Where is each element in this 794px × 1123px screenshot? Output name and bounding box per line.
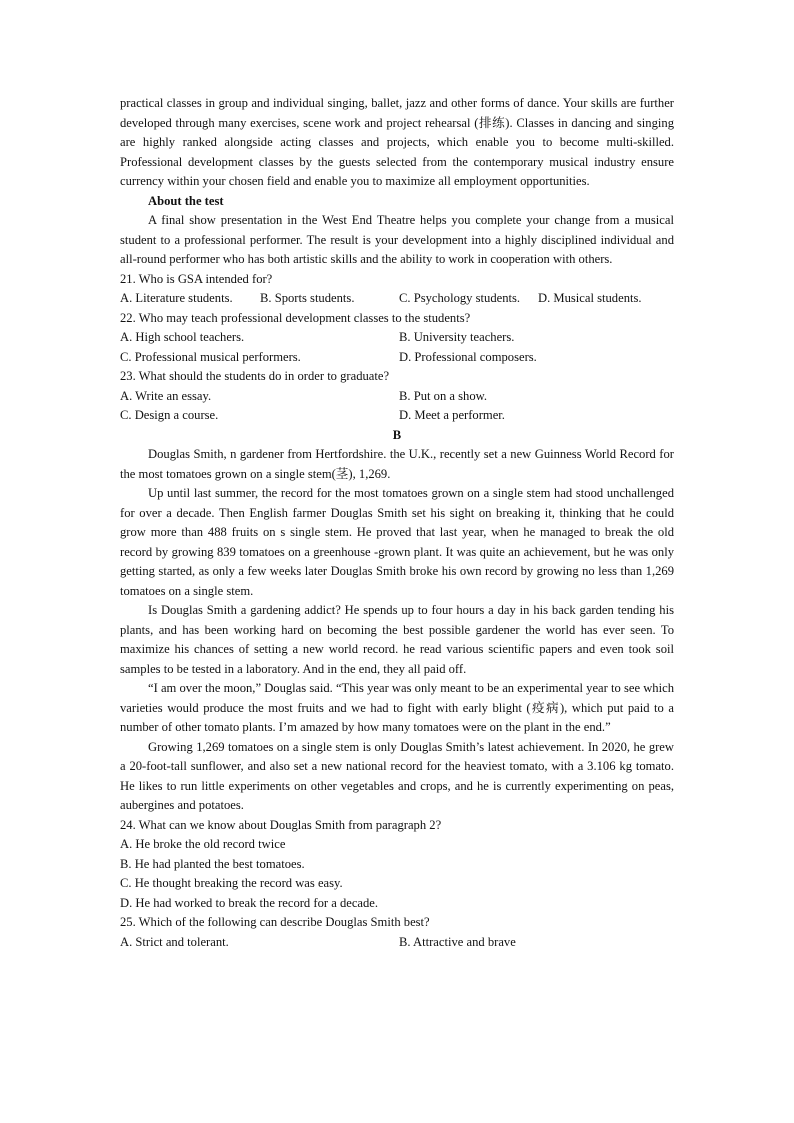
passage-b-paragraph-3: Is Douglas Smith a gardening addict? He spends up to four hours a day in his back garden tending his plants, and has been working hard on becoming the best possible gardener the world has ever seen. To maximize his chances of setting a new world record. he read various scientific papers and even took soil samples to be tested in a laboratory. And in the end, they all paid off. <box>120 603 674 676</box>
option-23-d: D. Meet a performer. <box>399 408 505 422</box>
option-24-c: C. He thought breaking the record was easy. <box>120 876 343 890</box>
options-22-row1 <box>120 328 674 348</box>
option-24-d: D. He had worked to break the record for a decade. <box>120 895 379 910</box>
section-b-heading: B <box>392 427 402 442</box>
about-heading: About the test <box>148 193 224 208</box>
option-21-c: C. Psychology students. <box>399 291 521 305</box>
options-23-row1 <box>120 387 674 407</box>
option-21-b: B. Sports students. <box>260 291 355 305</box>
question-22: 22. Who may teach professional development classes to the students? <box>120 310 471 325</box>
passage-b-paragraph-1: Douglas Smith, n gardener from Hertfordshire. the U.K., recently set a new Guinness World Record for the most tomatoes grown on a single stem(茎), 1,269. <box>120 447 674 481</box>
option-22-a: A. High school teachers. <box>120 330 245 344</box>
options-25-row1 <box>120 933 674 953</box>
document-page <box>120 94 674 952</box>
option-24-a: A. He broke the old record twice <box>120 837 286 851</box>
option-23-c: C. Design a course. <box>120 408 219 422</box>
passage-b-paragraph-4: “I am over the moon,” Douglas said. “This year was only meant to be an experimental year to see which varieties would produce the most fruits and we had to fight with early blight (疫病), which put paid to a number of other tomato plants. I’m amazed by how many tomatoes were on the plant in the end.” <box>120 681 674 734</box>
option-23-b: B. Put on a show. <box>399 388 488 403</box>
question-23: 23. What should the students do in order to graduate? <box>120 369 390 383</box>
passage-b-paragraph-5: Growing 1,269 tomatoes on a single stem is only Douglas Smith’s latest achievement. In 2020, he grew a 20-foot-tall sunflower, and also set a new national record for the heaviest tomato, with a 3.106 kg tomato. He likes to run little experiments on other vegetables and crops, and he is currently experimenting on peas, aubergines and potatoes. <box>120 739 674 812</box>
intro-paragraph: practical classes in group and individual singing, ballet, jazz and other forms of dance. Your skills are further developed through many exercises, scene work and project rehearsal (排练). Classes in dancing and singing are highly ranked alongside acting classes and projects, which enable you to become multi-skilled. Professional development classes by the guests selected from the contemporary musical industry ensure currency within your chosen field and enable you to maximize all employment opportunities. <box>120 96 674 188</box>
option-24-b: B. He had planted the best tomatoes. <box>120 856 305 871</box>
option-22-c: C. Professional musical performers. <box>120 349 301 364</box>
about-paragraph: A final show presentation in the West End Theatre helps you complete your change from a musical student to a professional performer. The result is your development into a highly disciplined individual and all-round performer who has both artistic skills and the ability to work in cooperation with others. <box>120 213 674 266</box>
options-21 <box>120 289 674 309</box>
question-24: 24. What can we know about Douglas Smith from paragraph 2? <box>120 817 442 832</box>
option-22-d: D. Professional composers. <box>399 349 537 364</box>
passage-b-paragraph-2: Up until last summer, the record for the most tomatoes grown on a single stem had stood unchallenged for over a decade. Then English farmer Douglas Smith set his sight on breaking it, thinking that he could grow more than 488 fruits on s single stem. He proved that last year, when he managed to break the old record by growing 839 tomatoes on a greenhouse -grown plant. It was quite an achievement, but he was only getting started, as only a few weeks later Douglas Smith broke his own record by growing no less than 1,269 tomatoes on a single stem. <box>120 486 674 598</box>
option-21-d: D. Musical students. <box>538 291 642 305</box>
option-25-b: B. Attractive and brave <box>399 934 516 949</box>
option-23-a: A. Write an essay. <box>120 388 212 403</box>
option-22-b: B. University teachers. <box>399 330 515 344</box>
options-22-row2 <box>120 348 674 368</box>
question-25: 25. Which of the following can describe Douglas Smith best? <box>120 915 430 929</box>
question-21: 21. Who is GSA intended for? <box>120 271 273 286</box>
option-25-a: A. Strict and tolerant. <box>120 934 229 949</box>
option-21-a: A. Literature students. <box>120 291 233 305</box>
options-23-row2 <box>120 406 674 426</box>
